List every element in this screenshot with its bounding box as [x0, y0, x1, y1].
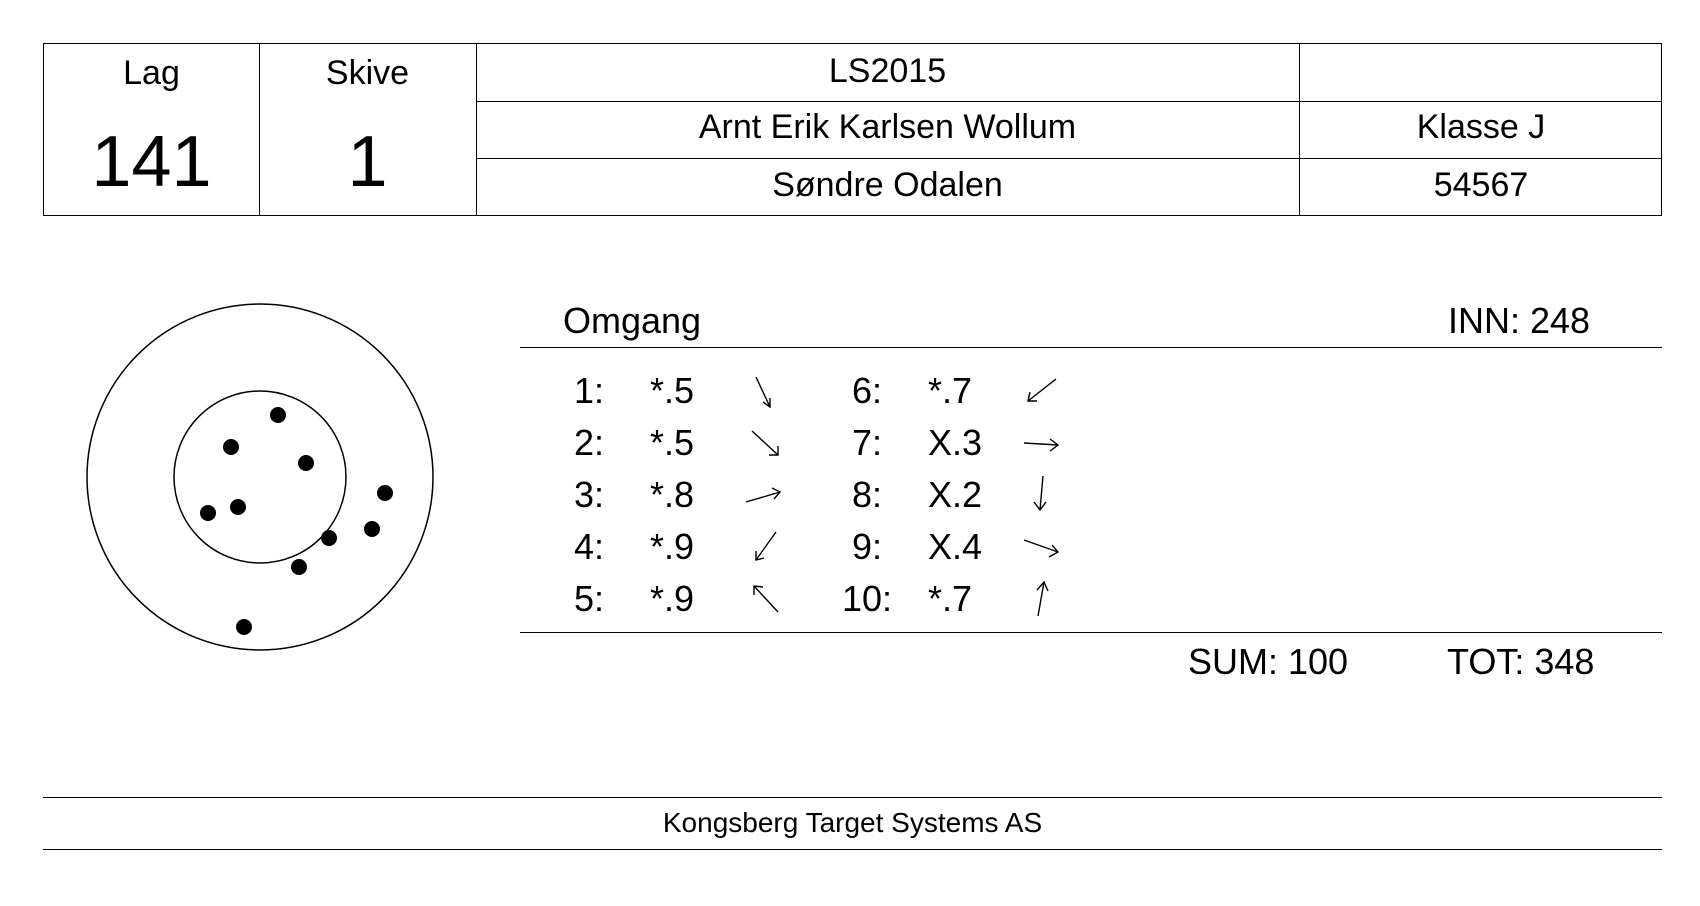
divider — [476, 158, 1661, 159]
shot-score: *.9 — [650, 578, 695, 619]
event-name: LS2015 — [828, 52, 947, 90]
shot-hole — [377, 485, 393, 501]
shot-score: *.9 — [650, 526, 695, 567]
shot-number: 1: — [574, 370, 605, 411]
shot-score: *.7 — [928, 578, 973, 619]
footer-company: Kongsberg Target Systems AS — [662, 807, 1043, 838]
round-label: Omgang — [563, 300, 702, 341]
down-left-arrow-icon — [1022, 373, 1062, 413]
shot-hole — [236, 619, 252, 635]
up-arrow-icon — [1022, 578, 1062, 618]
total-score: TOT: 348 — [1447, 641, 1595, 682]
shot-score: X.2 — [928, 474, 983, 515]
divider — [476, 101, 1661, 102]
skive-value: 1 — [347, 122, 388, 202]
outer-ring — [87, 304, 433, 650]
right-arrow-icon — [744, 476, 784, 516]
target-diagram — [80, 295, 440, 655]
header-table — [43, 43, 1662, 216]
shot-hole — [298, 455, 314, 471]
shooter-id: 54567 — [1433, 166, 1529, 204]
shot-number: 2: — [574, 422, 605, 463]
divider — [520, 632, 1662, 633]
shot-number: 8: — [852, 474, 883, 515]
lag-value: 141 — [91, 122, 212, 202]
shot-number: 3: — [574, 474, 605, 515]
shot-hole — [230, 499, 246, 515]
shot-hole — [291, 559, 307, 575]
shooter-name: Arnt Erik Karlsen Wollum — [698, 108, 1077, 146]
shot-number: 6: — [852, 370, 883, 411]
inn-score: INN: 248 — [1448, 300, 1591, 341]
shot-hole — [200, 505, 216, 521]
down-right-arrow-icon — [748, 425, 788, 465]
club-name: Søndre Odalen — [772, 166, 1003, 204]
down-left-arrow-icon — [748, 528, 788, 568]
sum-score: SUM: 100 — [1188, 641, 1349, 682]
shot-number: 10: — [842, 578, 893, 619]
inner-ring — [174, 391, 346, 563]
shot-hole — [364, 521, 380, 537]
divider — [43, 797, 1662, 798]
up-left-arrow-icon — [748, 580, 788, 620]
shot-hole — [321, 530, 337, 546]
divider — [43, 849, 1662, 850]
right-arrow-icon — [1022, 423, 1062, 463]
shot-score: *.8 — [650, 474, 695, 515]
shot-number: 9: — [852, 526, 883, 567]
shot-hole — [223, 439, 239, 455]
shot-score: *.5 — [650, 370, 695, 411]
lag-label: Lag — [123, 54, 180, 92]
shot-hole — [270, 407, 286, 423]
divider — [520, 347, 1662, 348]
down-arrow-icon — [1022, 474, 1062, 514]
down-right-arrow-icon — [748, 373, 788, 413]
skive-label: Skive — [325, 54, 410, 92]
shooter-class: Klasse J — [1416, 108, 1546, 146]
shot-number: 4: — [574, 526, 605, 567]
shot-number: 7: — [852, 422, 883, 463]
right-down-arrow-icon — [1022, 528, 1062, 568]
shot-score: *.5 — [650, 422, 695, 463]
shot-score: X.3 — [928, 422, 983, 463]
shot-score: *.7 — [928, 370, 973, 411]
shot-number: 5: — [574, 578, 605, 619]
shot-score: X.4 — [928, 526, 983, 567]
